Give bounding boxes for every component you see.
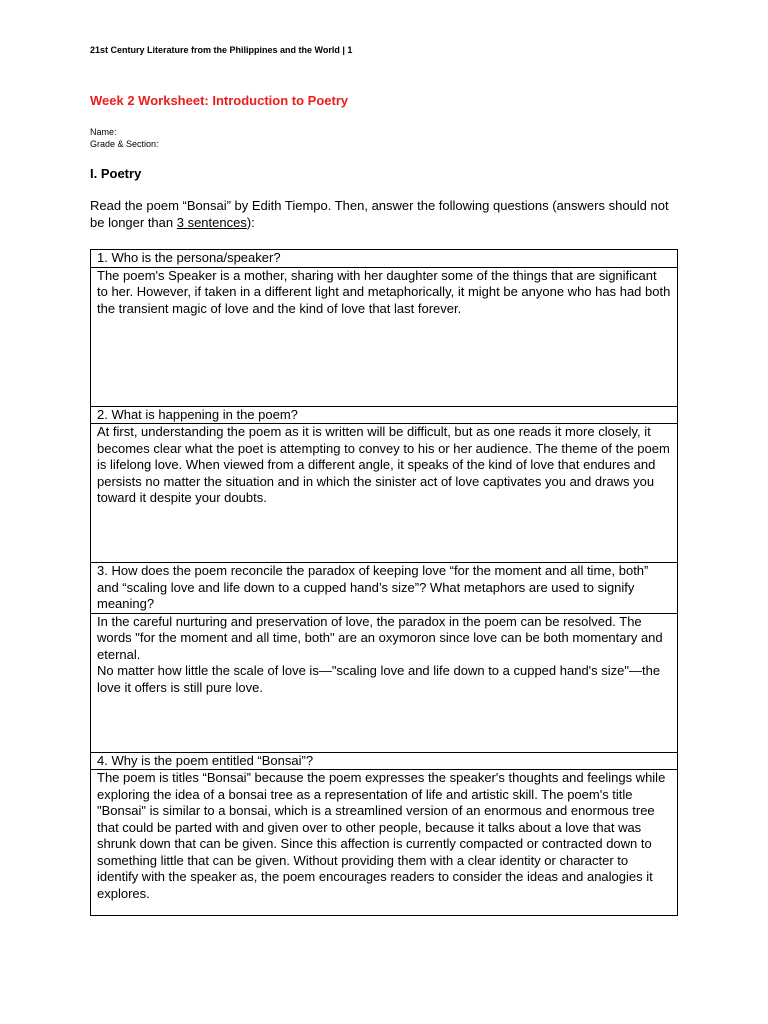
question-1: 1. Who is the persona/speaker?	[91, 250, 678, 268]
qa-table	[90, 249, 678, 916]
question-row-1	[91, 250, 678, 268]
answer-3-paragraph-2: No matter how little the scale of love is—"scaling love and life down to a cupped hand's size"—the love it offers is still pure love.	[97, 663, 661, 695]
question-row-2	[91, 406, 678, 424]
answer-row-3	[91, 613, 678, 752]
worksheet-title: Week 2 Worksheet: Introduction to Poetry	[90, 93, 349, 108]
answer-4-paragraph-1: The poem is titles “Bonsai” because the poem expresses the speaker's thoughts and feelings while exploring the idea of a bonsai tree as a representation of life and artistic skill. The poem's title	[97, 770, 666, 802]
question-row-4	[91, 752, 678, 770]
answer-1-paragraph: The poem's Speaker is a mother, sharing with her daughter some of the things that are significant to her. However, if taken in a different light and metaphorically, it might be anyone who has had both the transient magic of love and the kind of love that last forever.	[97, 267, 671, 316]
question-3: 3. How does the poem reconcile the paradox of keeping love “for the moment and all time, both” and “scaling love and life down to a cupped hand’s size”? What metaphors are used to signify meaning?	[91, 563, 678, 614]
page-header: 21st Century Literature from the Philippines and the World | 1	[90, 45, 353, 55]
instructions-text-start: Read the poem “Bonsai” by Edith Tiempo. Then, answer the following questions (answers should not be longer than	[90, 198, 669, 230]
question-2: 2. What is happening in the poem?	[91, 406, 678, 424]
instructions-text-end: ):	[246, 214, 255, 230]
name-label: Name:	[90, 127, 117, 137]
answer-3[interactable]	[91, 613, 678, 752]
question-row-3	[91, 563, 678, 614]
student-fields	[90, 126, 159, 150]
answer-4[interactable]	[91, 770, 678, 916]
answer-row-4	[91, 770, 678, 916]
section-heading: I. Poetry	[90, 166, 142, 181]
answer-4-paragraph-2: "Bonsai" is similar to a bonsai, which is a streamlined version of an enormous and enormous tree that could be parted with and given over to other people, because it talks about a love that was shrunk down that can be given. Since this affection is currently compacted or contracted down to something little that can be given. Without providing them with a clear identity or character to identify with the speaker as, the poem encourages readers to consider the ideas and analogies it explores.	[97, 803, 655, 901]
answer-row-1	[91, 267, 678, 406]
answer-row-2	[91, 424, 678, 563]
question-4: 4. Why is the poem entitled “Bonsai”?	[91, 752, 678, 770]
grade-section-label: Grade & Section:	[90, 139, 159, 149]
answer-2[interactable]	[91, 424, 678, 563]
answer-3-paragraph-1: In the careful nurturing and preservation of love, the paradox in the poem can be resolved. The words "for the moment and all time, both" are an oxymoron since love can be both momentary and eternal.	[97, 613, 663, 662]
instructions	[90, 198, 678, 231]
answer-1[interactable]	[91, 267, 678, 406]
answer-2-paragraph: At first, understanding the poem as it is written will be difficult, but as one reads it more closely, it becomes clear what the poet is attempting to convey to his or her audience. The theme of the poem is lifelong love. When viewed from a different angle, it speaks of the kind of love that endures and persists no matter the situation and in which the sinister act of love captivates you and draws you toward it despite your doubts.	[97, 424, 670, 505]
instructions-underlined: 3 sentences	[176, 214, 247, 230]
